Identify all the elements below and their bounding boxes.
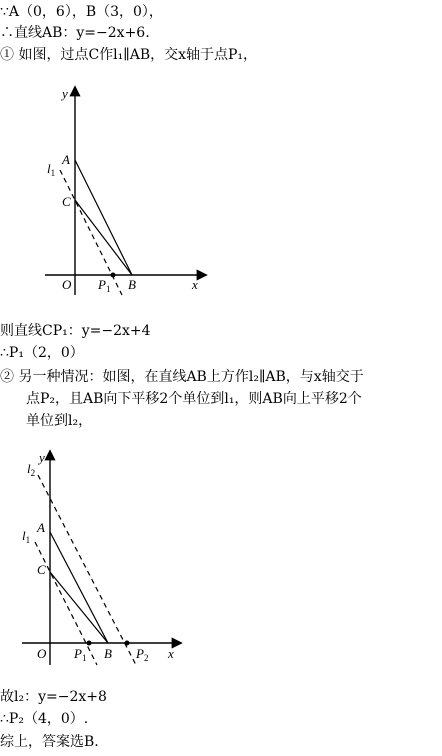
segment-cb [50,572,108,643]
label-c: C [37,562,46,577]
label-l1: $l_1$ [22,528,31,545]
text-line-case-2b: 点P₂，且AB向下平移2个单位到l₁，则AB向上平移2个 [26,391,362,407]
label-l2: $l_2$ [27,461,36,478]
text-line-cp1: 则直线CP₁：y=−2x+4 [0,323,151,339]
label-x: x [168,646,174,661]
text-line-line-ab: ∴直线AB：y=−2x+6. [0,25,150,41]
segment-cb [75,200,132,275]
text-line-case-2c: 单位到l₂， [26,413,93,429]
label-y: y [39,450,45,465]
label-x: x [192,277,198,292]
point-p1 [87,641,92,646]
label-a: A [62,152,70,167]
text-line-answer: 综上，答案选B. [0,734,99,750]
line-l2-dashed [38,475,136,665]
point-p1 [111,273,116,278]
label-o: O [37,646,47,661]
figure-2 [0,440,442,680]
segment-ab [75,160,132,275]
label-l1: $l_1$ [47,161,56,178]
label-y: y [62,86,68,101]
text-line-l2: 故l₂：y=−2x+8 [0,689,107,705]
label-p1: $P_1$ [98,277,111,294]
text-line-p2: ∴P₂（4，0）. [0,711,89,727]
text-line-given-points: ∵A（0，6），B（3，0）， [0,4,163,20]
label-b: B [128,277,136,292]
label-p2: $P_2$ [136,646,149,663]
label-o: O [62,277,72,292]
label-b: B [104,646,112,661]
figure-1 [0,70,442,300]
label-c: C [62,194,71,209]
text-line-case-1: ① 如图，过点C作l₁∥AB，交x轴于点P₁， [0,47,258,63]
point-p2 [125,641,130,646]
label-p1: $P_1$ [74,646,87,663]
text-line-case-2a: ② 另一种情况：如图，在直线AB上方作l₂∥AB，与x轴交于 [0,369,364,385]
segment-ab [50,532,108,643]
label-a: A [37,520,45,535]
text-line-p1: ∴P₁（2，0） [0,345,84,361]
